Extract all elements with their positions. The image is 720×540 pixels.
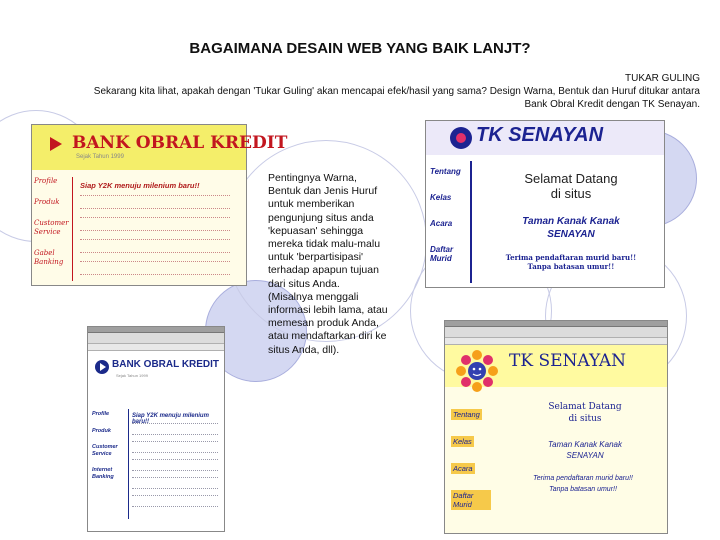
blurb-line: 'kepuasan' sehingga [268,224,364,237]
bank-nav-item[interactable]: Profile [34,177,58,185]
tk-welcome [486,171,656,201]
tk-thanks-line: Terima pendaftaran murid baru!! [505,253,637,262]
bank-nav-item[interactable]: Produk [34,198,60,206]
tk-swapped-browser [444,320,668,534]
tk-thanks [505,473,661,495]
subtitle-heading: TUKAR GULING [624,73,700,84]
tk-name-line: Taman Kanak Kanak [522,216,620,227]
bank-swapped-page [88,351,224,531]
bank-original-screenshot [31,124,288,286]
subtitle-line: Bank Obral Kredit dengan TK Senayan. [524,99,700,110]
subtitle [30,72,700,111]
tk-nav-item[interactable]: Acara [453,464,473,473]
bank-nav-item[interactable]: Profile [92,411,110,417]
bank-nav-item[interactable]: Gabel Banking [34,249,64,266]
tk-nav-item[interactable]: Daftar Murid [430,245,454,263]
bank-headline: Siap Y2K menuju milenium baru!! [80,181,200,190]
text-lines [132,477,218,489]
tk-nav [451,409,491,526]
tk-nav-item[interactable]: Tentang [453,410,480,419]
bank-since: Sejak Tahun 1999 [116,373,148,378]
tk-name-line: SENAYAN [566,451,604,460]
blurb-line: terhadap apapun tujuan [268,264,379,277]
blurb-line: untuk 'berpartisipasi' [268,251,364,264]
tk-school-name [515,439,655,461]
browser-toolbar [88,333,224,344]
text-lines [132,459,218,471]
bank-nav-item[interactable]: Internet Banking [92,467,114,480]
tk-welcome-line: Selamat Datang [548,402,622,412]
blurb-line: (Misalnya menggali [268,290,359,303]
tk-welcome-line: di situs [550,186,592,201]
bank-nav [92,411,128,490]
tk-nav-item[interactable]: Daftar Murid [451,490,491,510]
bank-nav-item[interactable]: Produk [92,427,111,434]
browser-toolbar [445,327,667,338]
tk-welcome [515,401,655,425]
text-lines [132,495,218,507]
tk-title: TK SENAYAN [476,124,604,146]
blurb-line: untuk memberikan [268,198,355,211]
bank-headline: Siap Y2K menuju milenium baru!! [132,413,209,425]
tk-original-screenshot [425,120,665,288]
tk-welcome-line: Selamat Datang [524,171,618,186]
tk-swapped-page [445,345,667,533]
bank-logo-icon [44,133,66,155]
blurb-line: Pentingnya Warna, [268,172,357,184]
subtitle-line: Sekarang kita lihat, apakah dengan 'Tukar Guling' akan mencapai efek/hasil yang sama? Design Warna, Bentuk dan Huruf ditukar antara [93,86,700,97]
bank-nav [34,177,70,279]
tk-nav-item[interactable]: Acara [430,219,453,228]
tk-title: TK SENAYAN [509,351,627,371]
explanation-text [268,172,410,357]
divider [128,409,129,519]
bank-swapped-browser [87,326,225,532]
text-lines [80,239,230,253]
blurb-line: atau mendaftarkan diri ke [268,330,387,343]
blurb-line: dari situs Anda. [268,277,340,290]
blurb-line: situs Anda, dll). [268,343,340,356]
browser-address-bar [88,344,224,351]
text-lines [80,261,230,275]
page-title: BAGAIMANA DESAIN WEB YANG BAIK LANJT? [189,40,531,57]
tk-school-name [486,215,656,241]
tk-name-line: Taman Kanak Kanak [548,440,622,449]
divider [470,161,472,283]
bank-logo-icon [94,359,110,375]
sun-flower-icon [455,349,499,393]
browser-address-bar [445,338,667,345]
tk-thanks [486,253,656,271]
bank-header [32,125,288,170]
bank-nav-item[interactable]: Customer Service [34,219,69,236]
divider [72,177,73,281]
tk-nav [430,167,468,280]
blurb-line: mereka tidak malu-malu [268,238,381,251]
blurb-line: memesan produk Anda, [268,317,379,330]
tk-thanks-line: Tanpa batasan umur!! [527,262,615,271]
tk-nav-item[interactable]: Kelas [430,193,452,202]
tk-welcome-line: di situs [568,414,602,424]
text-lines [80,195,230,209]
bank-since: Sejak Tahun 1999 [76,154,124,160]
bank-title: BANK OBRAL KREDIT [112,359,220,370]
tk-logo-icon [448,125,474,151]
bank-title: BANK OBRAL KREDIT [72,133,288,153]
text-lines [132,441,218,453]
tk-thanks-line: Terima pendaftaran murid baru!! [533,475,633,482]
tk-thanks-line: Tanpa batasan umur!! [549,486,617,493]
tk-nav-item[interactable]: Tentang [430,167,461,176]
tk-header [426,121,664,155]
bank-nav-item[interactable]: Customer Service [92,444,118,457]
blurb-line: pengunjung situs anda [268,211,374,224]
blurb-line: Bentuk dan Jenis Huruf [268,185,378,198]
blurb-line: informasi lebih lama, atau [268,304,388,317]
tk-name-line: SENAYAN [547,229,595,240]
text-lines [132,423,218,435]
tk-nav-item[interactable]: Kelas [453,437,472,446]
text-lines [80,217,230,231]
